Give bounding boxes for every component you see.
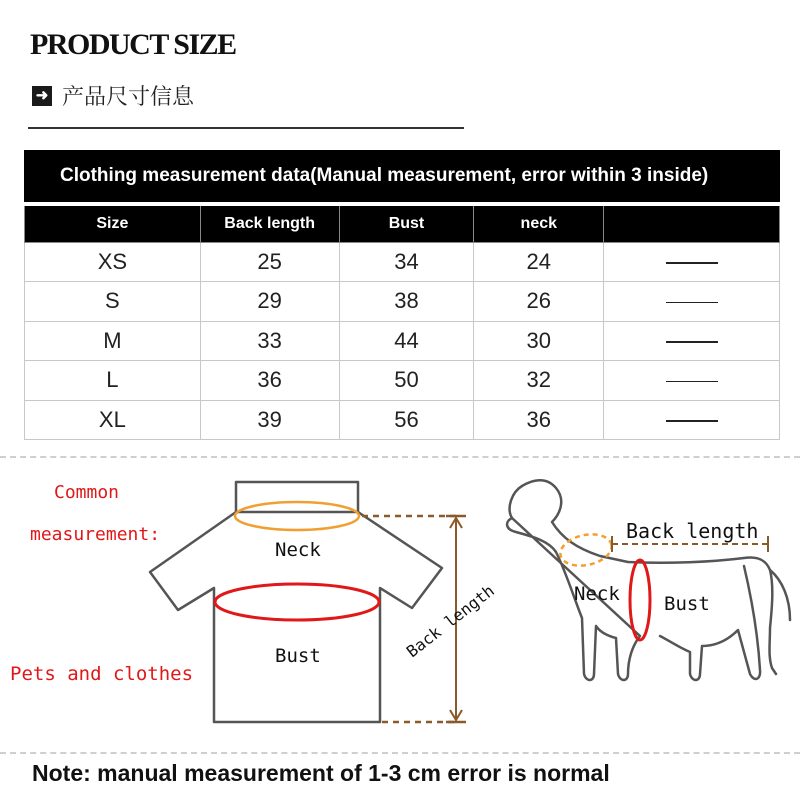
cell-dash xyxy=(604,321,780,361)
subtitle-text: 产品尺寸信息 xyxy=(62,85,195,110)
cell-back-length: 36 xyxy=(200,361,339,401)
shirt-icon xyxy=(150,482,442,722)
cell-back-length: 25 xyxy=(200,242,339,282)
cell-neck: 32 xyxy=(474,361,604,401)
shirt-bust-label: Bust xyxy=(275,645,321,667)
shirt-neck-ring xyxy=(235,502,359,530)
cell-size: XL xyxy=(25,400,201,440)
size-table xyxy=(24,206,780,440)
cell-size: M xyxy=(25,321,201,361)
cell-neck: 30 xyxy=(474,321,604,361)
cell-bust: 34 xyxy=(339,242,474,282)
table-row xyxy=(25,321,780,361)
cell-size: XS xyxy=(25,242,201,282)
dash-mark xyxy=(666,341,718,343)
table-banner-text: Clothing measurement data(Manual measurement, error within 3 inside) xyxy=(60,165,709,186)
cell-bust: 38 xyxy=(339,282,474,322)
cell-dash xyxy=(604,242,780,282)
title-divider xyxy=(28,127,464,129)
dog-bust-ring xyxy=(630,560,650,640)
cell-neck: 26 xyxy=(474,282,604,322)
cell-bust: 44 xyxy=(339,321,474,361)
dash-mark xyxy=(666,420,718,422)
arrow-right-icon: ➜ xyxy=(32,86,52,106)
cell-bust: 56 xyxy=(339,400,474,440)
column-header-empty xyxy=(604,206,780,242)
cell-back-length: 29 xyxy=(200,282,339,322)
cell-back-length: 33 xyxy=(200,321,339,361)
column-header-bust: Bust xyxy=(339,206,474,242)
measurement-diagram xyxy=(0,460,800,760)
cell-dash xyxy=(604,400,780,440)
cell-size: L xyxy=(25,361,201,401)
common-label: Common xyxy=(54,482,120,503)
dog-neck-label: Neck xyxy=(574,583,620,605)
cell-dash xyxy=(604,361,780,401)
dog-back-length-label: Back length xyxy=(626,519,759,543)
table-row xyxy=(25,361,780,401)
diagram-top-border xyxy=(0,456,800,458)
column-header-neck: neck xyxy=(474,206,604,242)
pets-and-clothes-label: Pets and clothes xyxy=(10,663,194,685)
column-header-back-length: Back length xyxy=(200,206,339,242)
page-title: PRODUCT SIZE xyxy=(30,28,236,61)
measurement-label: measurement: xyxy=(30,524,161,545)
cell-neck: 36 xyxy=(474,400,604,440)
table-row xyxy=(25,282,780,322)
table-row xyxy=(25,242,780,282)
cell-back-length: 39 xyxy=(200,400,339,440)
dash-mark xyxy=(666,262,718,264)
dash-mark xyxy=(666,381,718,383)
dog-bust-label: Bust xyxy=(664,593,710,615)
cell-size: S xyxy=(25,282,201,322)
column-header-size: Size xyxy=(25,206,201,242)
cell-dash xyxy=(604,282,780,322)
subtitle xyxy=(32,80,194,111)
shirt-back-length-label: Back length xyxy=(402,580,498,662)
shirt-bust-ring xyxy=(215,584,379,620)
table-row xyxy=(25,400,780,440)
shirt-neck-label: Neck xyxy=(275,539,321,561)
footnote: Note: manual measurement of 1-3 cm error is normal xyxy=(32,760,610,786)
table-header-row xyxy=(25,206,780,242)
dash-mark xyxy=(666,302,718,304)
cell-bust: 50 xyxy=(339,361,474,401)
cell-neck: 24 xyxy=(474,242,604,282)
table-banner xyxy=(24,150,780,202)
